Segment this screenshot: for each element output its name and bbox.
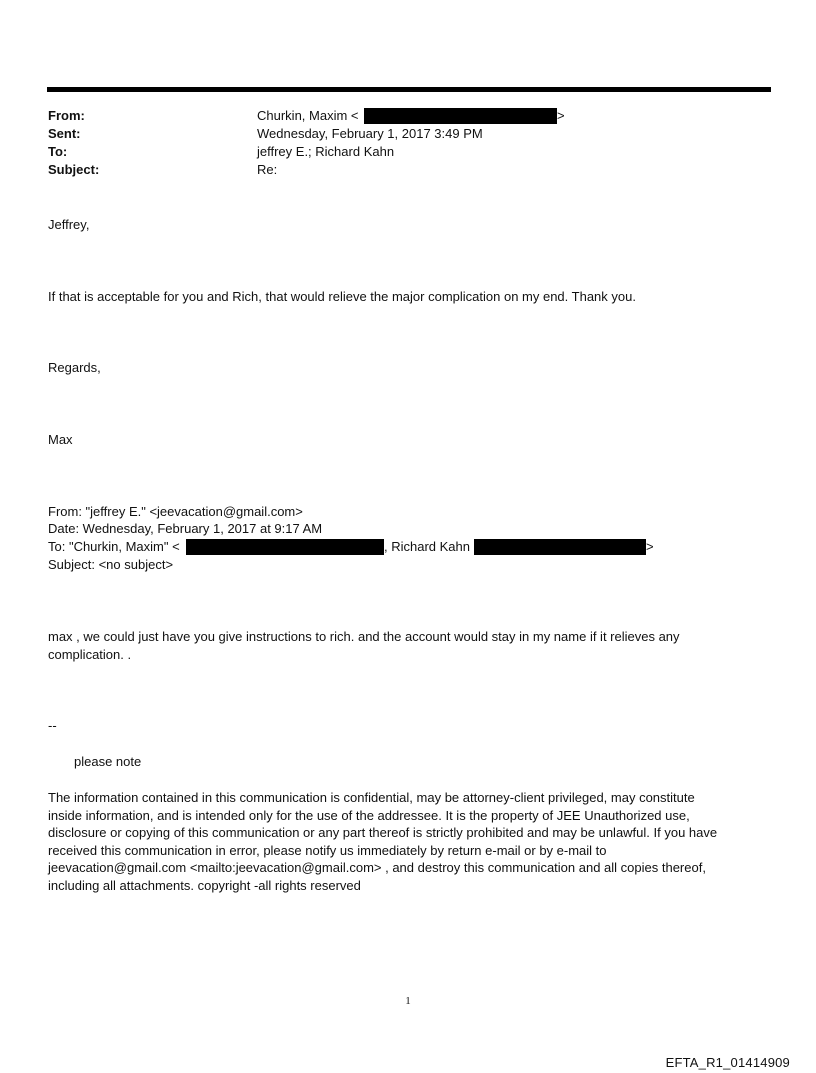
disclaimer-line: inside information, and is intended only for the use of the addressee. It is the property of JEE Unauthorized use, (48, 807, 690, 823)
quoted-from-line: From: "jeffrey E." <jeevacation@gmail.com> (48, 504, 303, 519)
quoted-date-line: Date: Wednesday, February 1, 2017 at 9:17 AM (48, 521, 323, 536)
reply-body: If that is acceptable for you and Rich, that would relieve the major complication on my end. Thank you. (48, 289, 636, 304)
from-label: From: (48, 108, 85, 123)
reply-greeting: Jeffrey, (48, 217, 90, 232)
disclaimer-line: disclosure or copying of this communication or any part thereof is strictly prohibited and may be unlawful. If you have (48, 825, 718, 840)
reply-closing: Regards, (48, 360, 101, 375)
reply-signature: Max (48, 432, 73, 447)
quoted-subject-line: Subject: <no subject> (48, 557, 174, 572)
sent-label: Sent: (48, 126, 81, 141)
redaction-box (364, 108, 557, 124)
disclaimer-line: The information contained in this communication is confidential, may be attorney-client privileged, may constitute (48, 790, 695, 805)
from-name: Churkin, Maxim < (257, 108, 359, 123)
to-label: To: (48, 144, 68, 159)
quoted-to-close: > (646, 539, 654, 554)
subject-value: Re: (257, 162, 278, 177)
redaction-box (186, 539, 384, 555)
disclaimer-line: received this communication in error, please notify us immediately by return e-mail or by e-mail to (48, 842, 607, 858)
disclaimer (48, 789, 748, 894)
signature-separator: -- (48, 718, 57, 733)
quoted-body-line: complication. . (48, 647, 132, 662)
quoted-to-line (48, 538, 180, 556)
quoted-to-prefix: To: "Churkin, Maxim" < (48, 539, 180, 554)
page-number: 1 (405, 995, 411, 1007)
to-value: jeffrey E.; Richard Kahn (257, 144, 395, 159)
from-value (257, 107, 359, 125)
redaction-box (474, 539, 646, 555)
header-divider (47, 87, 771, 92)
disclaimer-line: jeevacation@gmail.com <mailto:jeevacation@gmail.com> , and destroy this communication and all copies thereof, (48, 860, 706, 875)
quoted-to-middle: , Richard Kahn (384, 539, 470, 554)
please-note: please note (74, 754, 142, 769)
sent-value: Wednesday, February 1, 2017 3:49 PM (257, 126, 483, 141)
quoted-body-line: max , we could just have you give instructions to rich. and the account would stay in my name if it relieves any (48, 629, 680, 644)
disclaimer-line: including all attachments. copyright -all rights reserved (48, 877, 361, 893)
subject-label: Subject: (48, 162, 100, 177)
document-id: EFTA_R1_01414909 (665, 1055, 790, 1070)
from-close: > (557, 108, 565, 123)
